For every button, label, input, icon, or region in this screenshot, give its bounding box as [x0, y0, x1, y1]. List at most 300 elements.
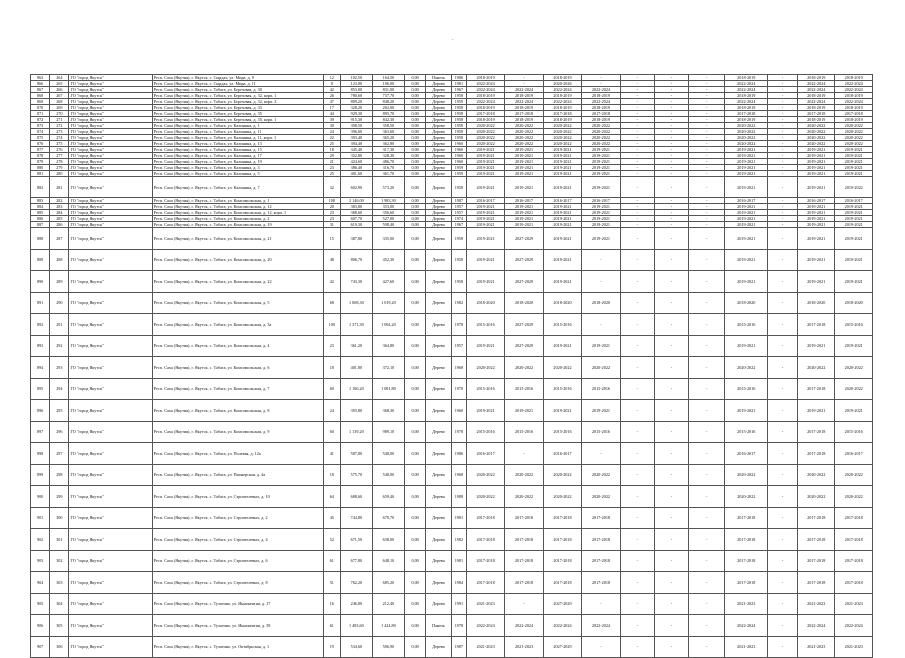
period-7-cell: - [689, 357, 725, 379]
flats-cell: 60 [323, 421, 340, 443]
period-11-cell: 2020-2022 [835, 123, 873, 129]
flats-cell: 23 [323, 165, 340, 171]
period-11-cell: 2017-2018 [835, 111, 873, 117]
period-9-cell: - [768, 93, 798, 99]
period-10-cell: 2019-2021 [798, 271, 835, 293]
period-10-cell: 2016-2017 [798, 198, 835, 204]
year-cell: 1957 [451, 210, 466, 216]
flats-cell: 29 [323, 153, 340, 159]
period-11-cell: 2022-2024 [835, 615, 873, 637]
period-11-cell: 2018-2019 [835, 105, 873, 111]
period-9-cell: - [768, 507, 798, 529]
flats-cell: 23 [323, 210, 340, 216]
year-cell: 1958 [451, 177, 466, 198]
address-cell: Респ. Саха (Якутия), г. Якутск, с. Табага, ул. Калинина, д. 5 [152, 171, 323, 177]
address-cell: Респ. Саха (Якутия), г. Якутск, с. Табага, ул. Комсомольская, д. 20 [152, 249, 323, 271]
flats-cell: 61 [323, 550, 340, 572]
wall-material-cell: Дерево [426, 111, 452, 117]
year-cell: 1958 [451, 135, 466, 141]
house-id: 296 [50, 421, 69, 443]
owner-cell: ГО "город Якутск" [69, 105, 152, 111]
house-id: 288 [50, 249, 69, 271]
area-other-cell: 0,00 [404, 292, 425, 314]
area-other-cell: 0,00 [404, 572, 425, 594]
address-cell: Респ. Саха (Якутия), г. Якутск, с. Табага, ул. Комсомольская, д. 12, корп. 1 [152, 210, 323, 216]
area-other-cell: 0,00 [404, 141, 425, 147]
period-10-cell: 2020-2022 [798, 486, 835, 508]
period-3-cell: 2016-2017 [543, 443, 581, 465]
row-number: 901 [31, 507, 50, 529]
period-3-cell: 2019-2021 [543, 171, 581, 177]
period-5-cell: - [620, 292, 654, 314]
area-living-cell: 316,70 [372, 165, 404, 171]
period-6-cell: - [654, 141, 688, 147]
area-total-cell: 396,60 [340, 129, 372, 135]
period-4-cell: - [582, 249, 620, 271]
period-9-cell: - [768, 615, 798, 637]
period-1-cell: 2020-2022 [466, 135, 504, 141]
period-7-cell: - [689, 615, 725, 637]
period-11-cell: 2022-2024 [835, 81, 873, 87]
period-3-cell: 2020-2022 [543, 129, 581, 135]
period-7-cell: - [689, 87, 725, 93]
owner-cell: ГО "город Якутск" [69, 464, 152, 486]
year-cell: 1986 [451, 443, 466, 465]
period-9-cell: - [768, 141, 798, 147]
row-number: 905 [31, 593, 50, 615]
address-cell: Респ. Саха (Якутия), г. Якутск, с. Табага, ул. Березовая, д. 35 [152, 111, 323, 117]
page-marker: - [452, 37, 454, 42]
period-9-cell: - [768, 99, 798, 105]
period-2-cell: 2018-2020 [505, 292, 543, 314]
period-9-cell: - [768, 529, 798, 551]
period-1-cell: 2019-2021 [466, 400, 504, 422]
house-id: 286 [50, 222, 69, 228]
year-cell: 1958 [451, 105, 466, 111]
period-3-cell: 2019-2021 [543, 249, 581, 271]
period-7-cell: - [689, 421, 725, 443]
period-2-cell: 2027-2029 [505, 228, 543, 250]
row-number: 894 [31, 357, 50, 379]
row-number: 876 [31, 141, 50, 147]
flats-cell: 25 [323, 141, 340, 147]
flats-cell: 61 [323, 615, 340, 637]
address-cell: Респ. Саха (Якутия), г. Якутск, с. Табага, ул. Калинина, д. 11, корп. 1 [152, 135, 323, 141]
period-11-cell: 2019-2021 [835, 159, 873, 165]
row-number: 875 [31, 135, 50, 141]
period-4-cell: 2015-2016 [582, 378, 620, 400]
year-cell: 1960 [451, 159, 466, 165]
address-cell: Респ. Саха (Якутия), г. Якутск, с. Табага, ул. Пионерская, д. 4а [152, 464, 323, 486]
area-other-cell: 0,00 [404, 550, 425, 572]
period-7-cell: - [689, 216, 725, 222]
period-11-cell: 2020-2022 [835, 464, 873, 486]
row-number: 887 [31, 222, 50, 228]
period-7-cell: - [689, 153, 725, 159]
wall-material-cell: Дерево [426, 99, 452, 105]
period-1-cell: 2020-2022 [466, 141, 504, 147]
wall-material-cell: Дерево [426, 135, 452, 141]
period-5-cell: - [620, 216, 654, 222]
period-5-cell: - [620, 572, 654, 594]
period-3-cell: 2019-2021 [543, 159, 581, 165]
period-10-cell: 2022-2024 [798, 99, 835, 105]
period-7-cell: - [689, 593, 725, 615]
period-11-cell: 2019-2021 [835, 271, 873, 293]
house-id: 304 [50, 593, 69, 615]
period-8-cell: 2016-2017 [725, 198, 768, 204]
period-10-cell: 2019-2021 [798, 222, 835, 228]
year-cell: 1981 [451, 550, 466, 572]
period-10-cell: 2021-2023 [798, 636, 835, 658]
owner-cell: ГО "город Якутск" [69, 216, 152, 222]
table-row [31, 486, 873, 508]
period-11-cell: 2020-2022 [835, 135, 873, 141]
period-10-cell: 2017-2018 [798, 314, 835, 336]
year-cell: 1991 [451, 593, 466, 615]
area-living-cell: 648,10 [372, 550, 404, 572]
period-9-cell: - [768, 593, 798, 615]
period-8-cell: 2019-2021 [725, 216, 768, 222]
row-number: 881 [31, 171, 50, 177]
period-4-cell: 2019-2021 [582, 153, 620, 159]
period-8-cell: 2021-2023 [725, 636, 768, 658]
period-8-cell: 2017-2018 [725, 572, 768, 594]
period-5-cell: - [620, 636, 654, 658]
house-id: 294 [50, 378, 69, 400]
address-cell: Респ. Саха (Якутия), г. Якутск, с. Табага, ул. Калинина, д. 7 [152, 177, 323, 198]
area-total-cell: 361,20 [340, 335, 372, 357]
period-5-cell: - [620, 147, 654, 153]
period-2-cell: 2017-2018 [505, 529, 543, 551]
period-6-cell: - [654, 123, 688, 129]
period-9-cell: - [768, 421, 798, 443]
area-other-cell: 0,00 [404, 165, 425, 171]
period-8-cell: 2020-2022 [725, 486, 768, 508]
period-2-cell: 2022-2024 [505, 87, 543, 93]
period-3-cell: 2015-2016 [543, 378, 581, 400]
owner-cell: ГО "город Якутск" [69, 81, 152, 87]
period-1-cell: 2018-2019 [466, 105, 504, 111]
row-number: 885 [31, 210, 50, 216]
period-1-cell: 2019-2021 [466, 222, 504, 228]
period-3-cell: 2018-2019 [543, 93, 581, 99]
owner-cell: ГО "город Якутск" [69, 129, 152, 135]
row-number: 889 [31, 249, 50, 271]
address-cell: Респ. Саха (Якутия), г. Якутск, с. Табага, ул. Комсомольская, д. 22 [152, 271, 323, 293]
wall-material-cell: Дерево [426, 228, 452, 250]
address-cell: Респ. Саха (Якутия), г. Якутск, с. Табага, ул. Строителевых, д. 10 [152, 486, 323, 508]
wall-material-cell: Дерево [426, 123, 452, 129]
address-cell: Респ. Саха (Якутия), г. Якутск, с. Табага, ул. Калинина, д. 13 [152, 141, 323, 147]
area-total-cell: 424,60 [340, 159, 372, 165]
period-9-cell: - [768, 147, 798, 153]
period-2-cell: 2027-2029 [505, 314, 543, 336]
table-row [31, 228, 873, 250]
period-3-cell: 2018-2020 [543, 292, 581, 314]
address-cell: Респ. Саха (Якутия), г. Якутск, с. Табага, ул. Комсомольская, д. 19 [152, 222, 323, 228]
owner-cell: ГО "город Якутск" [69, 421, 152, 443]
period-1-cell: 2022-2024 [466, 87, 504, 93]
period-7-cell: - [689, 507, 725, 529]
wall-material-cell: Дерево [426, 271, 452, 293]
table-row [31, 335, 873, 357]
period-4-cell: 2018-2019 [582, 117, 620, 123]
owner-cell: ГО "город Якутск" [69, 378, 152, 400]
flats-cell: 42 [323, 271, 340, 293]
area-living-cell: 895,70 [372, 111, 404, 117]
wall-material-cell: Дерево [426, 486, 452, 508]
year-cell: 1957 [451, 335, 466, 357]
period-1-cell: 2022-2024 [466, 99, 504, 105]
period-2-cell: 2021-2023 [505, 636, 543, 658]
period-11-cell: 2019-2021 [835, 171, 873, 177]
period-2-cell: 2020-2022 [505, 123, 543, 129]
period-10-cell: 2022-2024 [798, 615, 835, 637]
period-11-cell: 2020-2022 [835, 378, 873, 400]
address-cell: Респ. Саха (Якутия), г. Якутск, с. Табага, ул. Комсомольская, д. 8 [152, 400, 323, 422]
period-10-cell: 2017-2018 [798, 378, 835, 400]
period-5-cell: - [620, 111, 654, 117]
period-6-cell: - [654, 135, 688, 141]
year-cell: 1958 [451, 249, 466, 271]
area-living-cell: 317,30 [372, 147, 404, 153]
flats-cell: 45 [323, 507, 340, 529]
table-row [31, 357, 873, 379]
period-7-cell: - [689, 159, 725, 165]
period-11-cell: 2019-2021 [835, 335, 873, 357]
year-cell: 1960 [451, 400, 466, 422]
flats-cell: 26 [323, 93, 340, 99]
period-6-cell: - [654, 159, 688, 165]
owner-cell: ГО "город Якутск" [69, 636, 152, 658]
row-number: 873 [31, 123, 50, 129]
period-3-cell: 2020-2022 [543, 357, 581, 379]
period-9-cell: - [768, 335, 798, 357]
house-id: 267 [50, 93, 69, 99]
table-row [31, 421, 873, 443]
period-1-cell: 2019-2021 [466, 210, 504, 216]
period-1-cell: 2019-2021 [466, 177, 504, 198]
area-other-cell: 0,00 [404, 111, 425, 117]
flats-cell: 15 [323, 228, 340, 250]
period-3-cell: 2015-2016 [543, 314, 581, 336]
period-11-cell: 2018-2019 [835, 117, 873, 123]
wall-material-cell: Дерево [426, 222, 452, 228]
period-5-cell: - [620, 123, 654, 129]
wall-material-cell: Дерево [426, 507, 452, 529]
row-number: 880 [31, 165, 50, 171]
period-6-cell: - [654, 93, 688, 99]
period-4-cell: 2018-2019 [582, 93, 620, 99]
flats-cell: 20 [323, 204, 340, 210]
house-id: 285 [50, 216, 69, 222]
period-4-cell: 2018-2019 [582, 105, 620, 111]
period-1-cell: 2017-2018 [466, 111, 504, 117]
owner-cell: ГО "город Якутск" [69, 357, 152, 379]
area-total-cell: 677,80 [340, 550, 372, 572]
wall-material-cell: Дерево [426, 141, 452, 147]
area-living-cell: 598,40 [372, 222, 404, 228]
year-cell: 1958 [451, 123, 466, 129]
table-row [31, 507, 873, 529]
period-8-cell: 2018-2019 [725, 75, 768, 81]
address-cell: Респ. Саха (Якутия), г. Якутск, с. Табага, ул. Комсомольская, д. 9 [152, 421, 323, 443]
period-7-cell: - [689, 529, 725, 551]
year-cell: 1960 [451, 153, 466, 159]
period-4-cell: 2017-2018 [582, 111, 620, 117]
period-1-cell: 2017-2018 [466, 507, 504, 529]
period-3-cell: 2020-2022 [543, 123, 581, 129]
area-living-cell: 212,40 [372, 593, 404, 615]
period-10-cell: 2020-2022 [798, 135, 835, 141]
wall-material-cell: Дерево [426, 464, 452, 486]
period-8-cell: 2019-2021 [725, 171, 768, 177]
period-3-cell: 2016-2017 [543, 198, 581, 204]
house-id: 275 [50, 141, 69, 147]
flats-cell: 18 [323, 357, 340, 379]
period-3-cell: 2022-2024 [543, 99, 581, 105]
period-11-cell: 2020-2022 [835, 357, 873, 379]
house-id: 281 [50, 177, 69, 198]
period-2-cell: 2019-2021 [505, 210, 543, 216]
period-11-cell: 2019-2021 [835, 228, 873, 250]
period-2-cell: 2018-2019 [505, 105, 543, 111]
period-4-cell: 2019-2021 [582, 171, 620, 177]
flats-cell: 23 [323, 216, 340, 222]
period-3-cell: 2019-2021 [543, 216, 581, 222]
period-7-cell: - [689, 141, 725, 147]
row-number: 899 [31, 464, 50, 486]
period-10-cell: 2017-2018 [798, 572, 835, 594]
period-3-cell: 2019-2021 [543, 177, 581, 198]
period-9-cell: - [768, 117, 798, 123]
area-other-cell: 0,00 [404, 378, 425, 400]
owner-cell: ГО "город Якутск" [69, 93, 152, 99]
period-1-cell: 2019-2021 [466, 153, 504, 159]
period-8-cell: 2015-2016 [725, 314, 768, 336]
year-cell: 1982 [451, 529, 466, 551]
period-9-cell: - [768, 486, 798, 508]
period-3-cell: 2018-2019 [543, 117, 581, 123]
period-11-cell: 2019-2021 [835, 216, 873, 222]
area-living-cell: 363,60 [372, 129, 404, 135]
row-number: 898 [31, 443, 50, 465]
period-10-cell: 2019-2021 [798, 400, 835, 422]
house-id: 277 [50, 153, 69, 159]
table-row [31, 529, 873, 551]
period-5-cell: - [620, 464, 654, 486]
period-8-cell: 2019-2021 [725, 400, 768, 422]
period-10-cell: 2020-2022 [798, 123, 835, 129]
period-10-cell: 2018-2020 [798, 292, 835, 314]
period-6-cell: - [654, 550, 688, 572]
address-cell: Респ. Саха (Якутия), г. Якутск, с. Тулагино, ул. Иннокентия, д. 17 [152, 593, 323, 615]
period-4-cell: 2019-2021 [582, 204, 620, 210]
period-4-cell: 2018-2020 [582, 292, 620, 314]
area-total-cell: 246,80 [340, 593, 372, 615]
period-7-cell: - [689, 105, 725, 111]
house-id: 298 [50, 464, 69, 486]
area-living-cell: 1 424,80 [372, 615, 404, 637]
flats-cell: 68 [323, 292, 340, 314]
period-11-cell: 2015-2016 [835, 314, 873, 336]
period-1-cell: 2016-2017 [466, 198, 504, 204]
period-5-cell: - [620, 93, 654, 99]
owner-cell: ГО "город Якутск" [69, 141, 152, 147]
row-number: 903 [31, 550, 50, 572]
row-number: 907 [31, 636, 50, 658]
period-9-cell: - [768, 378, 798, 400]
owner-cell: ГО "город Якутск" [69, 87, 152, 93]
period-2-cell: 2019-2021 [505, 171, 543, 177]
period-11-cell: 2016-2017 [835, 198, 873, 204]
period-11-cell: 2019-2021 [835, 222, 873, 228]
period-6-cell: - [654, 593, 688, 615]
period-7-cell: - [689, 292, 725, 314]
period-5-cell: - [620, 486, 654, 508]
period-7-cell: - [689, 99, 725, 105]
period-9-cell: - [768, 271, 798, 293]
period-5-cell: - [620, 507, 654, 529]
period-9-cell: - [768, 443, 798, 465]
row-number: 893 [31, 335, 50, 357]
period-6-cell: - [654, 615, 688, 637]
period-5-cell: - [620, 75, 654, 81]
owner-cell: ГО "город Якутск" [69, 550, 152, 572]
period-1-cell: 2018-2019 [466, 75, 504, 81]
area-total-cell: 853,00 [340, 87, 372, 93]
year-cell: 1978 [451, 421, 466, 443]
flats-cell: 44 [323, 111, 340, 117]
period-11-cell: 2022-2024 [835, 99, 873, 105]
address-cell: Респ. Саха (Якутия), г. Якутск, с. Табага, ул. Комсомольская, д. 6 [152, 357, 323, 379]
period-6-cell: - [654, 87, 688, 93]
period-6-cell: - [654, 314, 688, 336]
area-other-cell: 0,00 [404, 171, 425, 177]
period-3-cell: 2019-2021 [543, 210, 581, 216]
period-8-cell: 2017-2018 [725, 111, 768, 117]
period-8-cell: 2016-2017 [725, 443, 768, 465]
period-1-cell: 2015-2016 [466, 314, 504, 336]
address-cell: Респ. Саха (Якутия), г. Якутск, с. Табага, ул. Березовая, д. 35, корп. 1 [152, 117, 323, 123]
period-3-cell: 2019-2021 [543, 204, 581, 210]
period-9-cell: - [768, 153, 798, 159]
address-cell: Респ. Саха (Якутия), г. Якутск, с. Табага, ул. Комсомольская, д. 2 [152, 216, 323, 222]
period-9-cell: - [768, 550, 798, 572]
area-living-cell: 1 094,20 [372, 314, 404, 336]
row-number: 867 [31, 87, 50, 93]
period-3-cell: 2018-2019 [543, 75, 581, 81]
period-2-cell: 2015-2016 [505, 378, 543, 400]
owner-cell: ГО "город Якутск" [69, 228, 152, 250]
area-living-cell: 670,70 [372, 507, 404, 529]
row-number: 890 [31, 271, 50, 293]
period-5-cell: - [620, 357, 654, 379]
row-number: 906 [31, 615, 50, 637]
period-5-cell: - [620, 99, 654, 105]
period-5-cell: - [620, 529, 654, 551]
area-other-cell: 0,00 [404, 135, 425, 141]
area-total-cell: 393,80 [340, 400, 372, 422]
area-total-cell: 607,70 [340, 216, 372, 222]
year-cell: 1982 [451, 292, 466, 314]
row-number: 878 [31, 153, 50, 159]
house-id: 302 [50, 550, 69, 572]
period-8-cell: 2020-2022 [725, 129, 768, 135]
flats-cell: 31 [323, 222, 340, 228]
period-3-cell: 2017-2018 [543, 550, 581, 572]
